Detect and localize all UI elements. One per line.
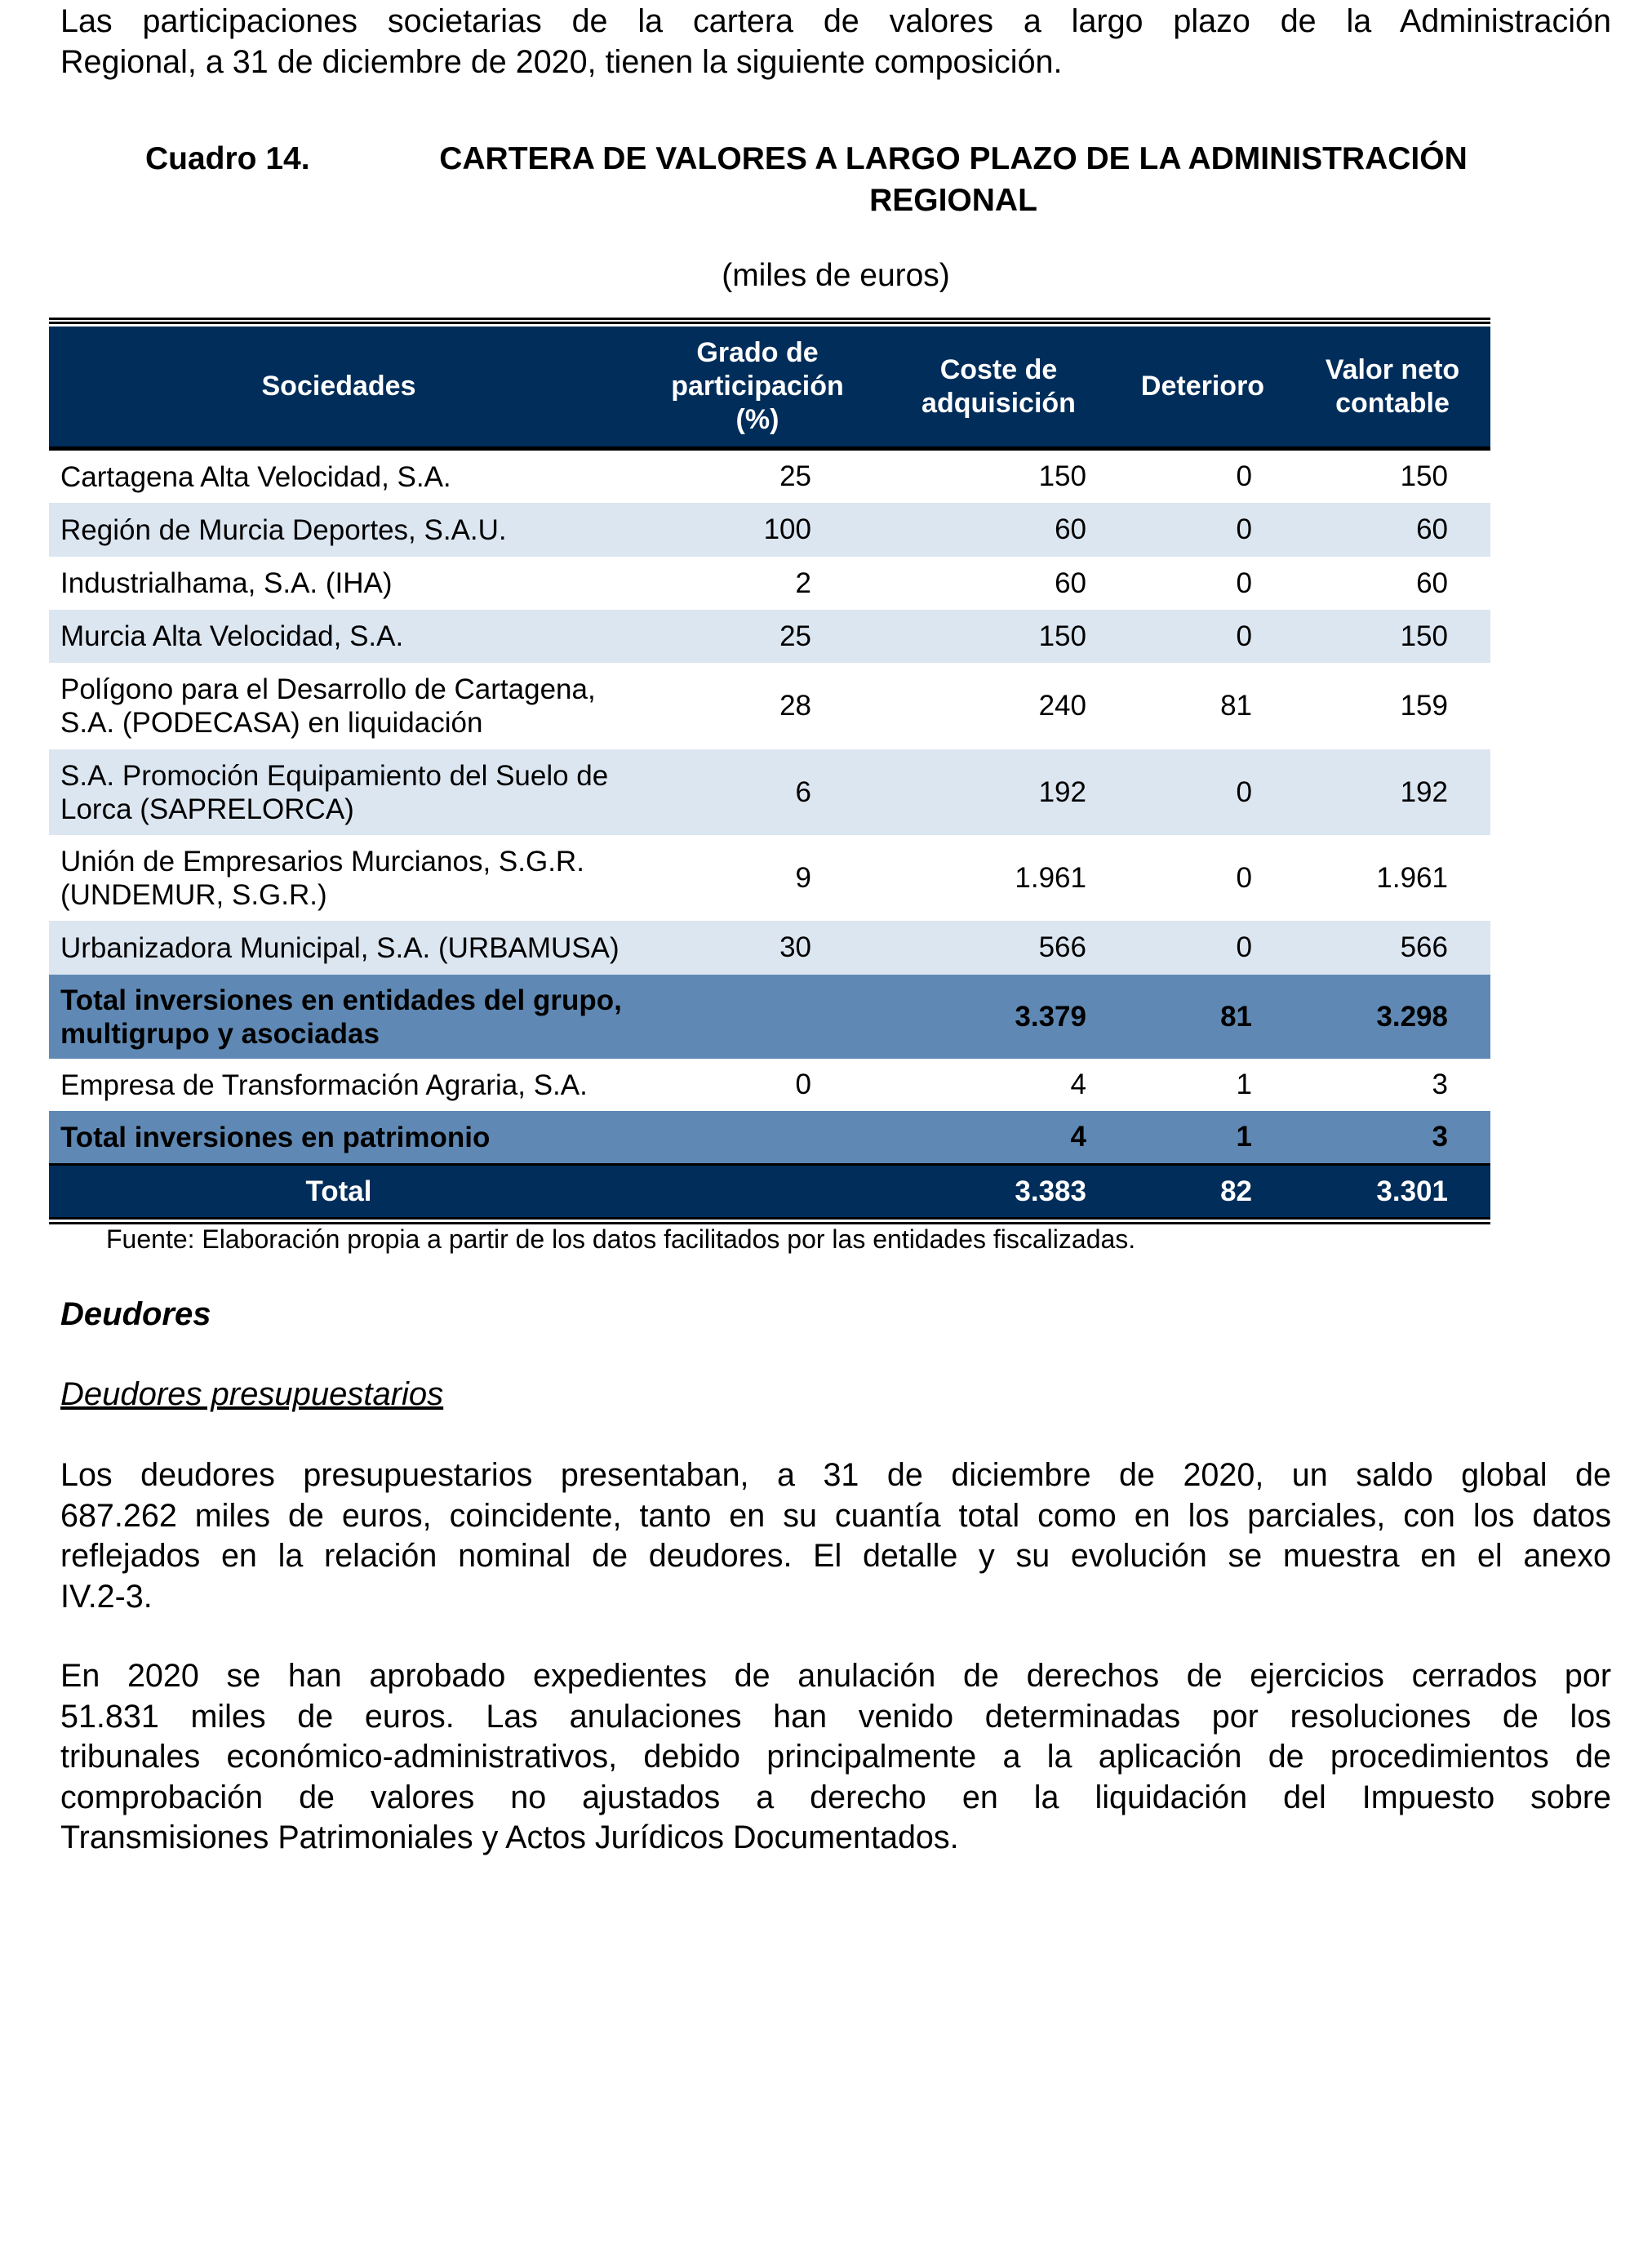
col-header-grado-line: Grado de <box>696 337 819 368</box>
cell-coste: 566 <box>1038 931 1086 963</box>
cell-valor: 60 <box>1416 566 1448 599</box>
intro-line: Las participaciones societarias de la cartera de valores a largo plazo de la Administración <box>60 3 1611 39</box>
cell-deterioro: 81 <box>1220 690 1252 722</box>
table-row <box>49 835 1490 921</box>
source-note: Fuente: Elaboración propia a partir de los datos facilitados por las entidades fiscalizadas. <box>106 1224 1136 1254</box>
paragraph-line: En 2020 se han aprobado expedientes de anulación de derechos de ejercicios cerrados por <box>60 1658 1611 1694</box>
cell-sociedad-line: Lorca (SAPRELORCA) <box>60 793 354 825</box>
table-top-rule <box>49 318 1490 324</box>
cell-grado: 28 <box>779 690 811 722</box>
cell-subtotal-label: Total inversiones en patrimonio <box>60 1121 491 1153</box>
cell-deterioro: 0 <box>1236 931 1252 963</box>
paragraph-line: 687.262 miles de euros, coincidente, tanto en su cuantía total como en los parciales, con los datos <box>60 1497 1611 1534</box>
col-header-coste <box>886 353 1111 420</box>
col-header-coste-line: adquisición <box>921 387 1076 419</box>
table-row <box>49 1059 1490 1111</box>
cell-subtotal-label <box>49 984 628 1051</box>
paragraph-line: IV.2-3. <box>60 1578 153 1615</box>
cell-coste: 3.379 <box>1015 1000 1086 1033</box>
cell-valor: 3.298 <box>1376 1000 1448 1033</box>
col-header-valor-line: Valor neto <box>1325 353 1460 385</box>
table-row <box>49 610 1490 663</box>
cell-valor: 150 <box>1400 620 1448 652</box>
paragraph-line: tribunales económico-administrativos, debido principalmente a la aplicación de procedimientos de <box>60 1739 1611 1775</box>
col-header-valor-line: contable <box>1335 387 1450 419</box>
cell-grado: 30 <box>779 931 811 963</box>
table-row <box>49 451 1490 503</box>
caption-title-line2: REGIONAL <box>869 183 1037 218</box>
paragraph-line: reflejados en la relación nominal de deudores. El detalle y su evolución se muestra en el anexo <box>60 1538 1611 1574</box>
cell-sociedad: Empresa de Transformación Agraria, S.A. <box>60 1069 588 1101</box>
cell-coste: 240 <box>1038 690 1086 722</box>
cell-valor: 3 <box>1432 1069 1448 1100</box>
subtotal-row-grupo <box>49 975 1490 1059</box>
cell-valor: 3 <box>1432 1121 1448 1153</box>
cell-sociedad <box>49 673 628 740</box>
cell-valor: 3.301 <box>1376 1175 1448 1207</box>
cell-grado: 0 <box>795 1069 811 1100</box>
table-units: (miles de euros) <box>722 258 950 293</box>
cell-subtotal-label-line: Total inversiones en entidades del grupo, <box>60 984 622 1016</box>
caption-title-line1: CARTERA DE VALORES A LARGO PLAZO DE LA ADMINISTRACIÓN <box>439 141 1468 176</box>
section-heading: Deudores <box>60 1296 211 1332</box>
caption-number: Cuadro 14. <box>145 141 310 176</box>
cell-coste: 60 <box>1055 513 1086 545</box>
col-header-grado-line: participación <box>671 371 844 402</box>
cell-deterioro: 0 <box>1236 861 1252 894</box>
col-header-sociedades: Sociedades <box>261 371 416 402</box>
cell-deterioro: 1 <box>1236 1069 1252 1100</box>
subsection-heading: Deudores presupuestarios <box>60 1376 444 1412</box>
intro-line: Regional, a 31 de diciembre de 2020, tienen la siguiente composición. <box>60 43 1063 80</box>
cell-subtotal-label-line: multigrupo y asociadas <box>60 1017 380 1050</box>
cell-grado: 2 <box>795 566 811 599</box>
table-row <box>49 557 1490 610</box>
cell-sociedad: Región de Murcia Deportes, S.A.U. <box>60 513 507 546</box>
cell-deterioro: 82 <box>1220 1175 1252 1207</box>
cell-sociedad: Urbanizadora Municipal, S.A. (URBAMUSA) <box>60 931 620 964</box>
cell-sociedad-line: S.A. Promoción Equipamiento del Suelo de <box>60 759 609 792</box>
cell-sociedad-line: Unión de Empresarios Murcianos, S.G.R. <box>60 845 584 878</box>
col-header-grado <box>628 336 886 437</box>
paragraph-line: Transmisiones Patrimoniales y Actos Jurídicos Documentados. <box>60 1819 959 1855</box>
cell-coste: 60 <box>1055 566 1086 599</box>
table-row <box>49 503 1490 557</box>
cell-valor: 192 <box>1400 775 1448 808</box>
cell-coste: 4 <box>1070 1069 1086 1100</box>
cell-grado: 9 <box>795 861 811 894</box>
cell-grado: 6 <box>795 775 811 808</box>
col-header-grado-line: (%) <box>735 404 779 435</box>
cell-coste: 3.383 <box>1015 1175 1086 1207</box>
cell-deterioro: 0 <box>1236 460 1252 492</box>
cell-coste: 150 <box>1038 460 1086 492</box>
subtotal-row-patrimonio <box>49 1111 1490 1163</box>
cell-valor: 1.961 <box>1376 861 1448 894</box>
cell-valor: 150 <box>1400 460 1448 492</box>
cell-sociedad-line: Polígono para el Desarrollo de Cartagena, <box>60 673 596 705</box>
portfolio-table <box>49 318 1490 1224</box>
cell-sociedad <box>49 845 628 912</box>
cell-deterioro: 0 <box>1236 620 1252 652</box>
cell-valor: 159 <box>1400 690 1448 722</box>
cell-coste: 4 <box>1070 1121 1086 1153</box>
col-header-deterioro: Deterioro <box>1140 371 1265 402</box>
cell-grado: 25 <box>779 460 811 492</box>
cell-valor: 60 <box>1416 513 1448 545</box>
table-header-row <box>49 327 1490 451</box>
intro-paragraph <box>60 2 1611 82</box>
paragraph-anulaciones <box>60 1656 1611 1859</box>
cell-sociedad-line: (UNDEMUR, S.G.R.) <box>60 878 327 911</box>
cell-grado: 100 <box>763 513 811 545</box>
cell-deterioro: 0 <box>1236 566 1252 599</box>
cell-deterioro: 0 <box>1236 775 1252 808</box>
cell-deterioro: 0 <box>1236 513 1252 545</box>
cell-deterioro: 81 <box>1220 1000 1252 1033</box>
cell-total-label: Total <box>305 1175 372 1207</box>
paragraph-deudores <box>60 1455 1611 1617</box>
table-row <box>49 663 1490 749</box>
cell-sociedad: Industrialhama, S.A. (IHA) <box>60 567 393 599</box>
cell-sociedad-line: S.A. (PODECASA) en liquidación <box>60 707 483 739</box>
cell-sociedad: Murcia Alta Velocidad, S.A. <box>60 620 404 652</box>
table-row <box>49 921 1490 975</box>
cell-sociedad <box>49 759 628 826</box>
paragraph-line: Los deudores presupuestarios presentaban, a 31 de diciembre de 2020, un saldo global de <box>60 1457 1611 1493</box>
cell-coste: 1.961 <box>1015 861 1086 894</box>
table-row <box>49 749 1490 835</box>
table-bottom-rule <box>49 1217 1490 1224</box>
cell-valor: 566 <box>1400 931 1448 963</box>
cell-sociedad: Cartagena Alta Velocidad, S.A. <box>60 460 451 493</box>
col-header-coste-line: Coste de <box>939 353 1058 385</box>
paragraph-line: 51.831 miles de euros. Las anulaciones han venido determinadas por resoluciones de los <box>60 1698 1611 1735</box>
cell-grado: 25 <box>779 620 811 652</box>
cell-coste: 150 <box>1038 620 1086 652</box>
paragraph-line: comprobación de valores no ajustados a derecho en la liquidación del Impuesto sobre <box>60 1779 1611 1815</box>
col-header-valor <box>1295 353 1490 420</box>
total-row <box>49 1163 1490 1217</box>
cell-coste: 192 <box>1038 775 1086 808</box>
cell-deterioro: 1 <box>1236 1121 1252 1153</box>
